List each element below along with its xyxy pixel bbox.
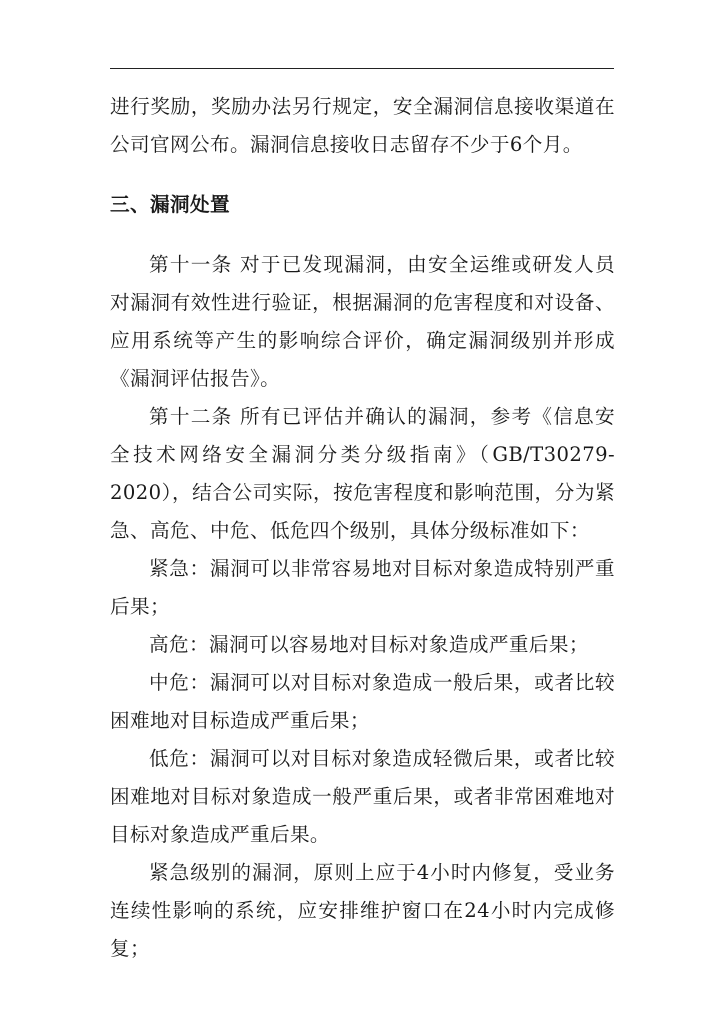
section-heading: 三、漏洞处置 [110,193,230,216]
article-11-paragraph: 第十一条 对于已发现漏洞，由安全运维或研发人员对漏洞有效性进行验证，根据漏洞的危害程度和对设备、应用系统等产生的影响综合评价，确定漏洞级别并形成《漏洞评估报告》。 [110,253,615,390]
level-urgent-paragraph: 紧急：漏洞可以非常容易地对目标对象造成特别严重后果； [110,557,615,618]
article-12-paragraph: 第十二条 所有已评估并确认的漏洞，参考《信息安全技术网络安全漏洞分类分级指南》（GB/T30279-2020），结合公司实际，按危害程度和影响范围，分为紧急、高危、中危、低危四个级别，具体分级标准如下： [110,405,615,542]
document-body [110,88,615,968]
level-medium-paragraph: 中危：漏洞可以对目标对象造成一般后果，或者比较困难地对目标造成严重后果； [110,671,615,732]
intro-paragraph: 进行奖励，奖励办法另行规定，安全漏洞信息接收渠道在公司官网公布。漏洞信息接收日志留存不少于6个月。 [110,95,615,156]
level-high-paragraph: 高危：漏洞可以容易地对目标对象造成严重后果； [149,633,589,656]
level-low-paragraph: 低危：漏洞可以对目标对象造成轻微后果，或者比较困难地对目标对象造成一般严重后果，或者非常困难地对目标对象造成严重后果。 [110,747,615,846]
header-rule [110,68,614,69]
fix-timeline-paragraph: 紧急级别的漏洞，原则上应于4小时内修复，受业务连续性影响的系统，应安排维护窗口在24小时内完成修复； [110,861,615,960]
